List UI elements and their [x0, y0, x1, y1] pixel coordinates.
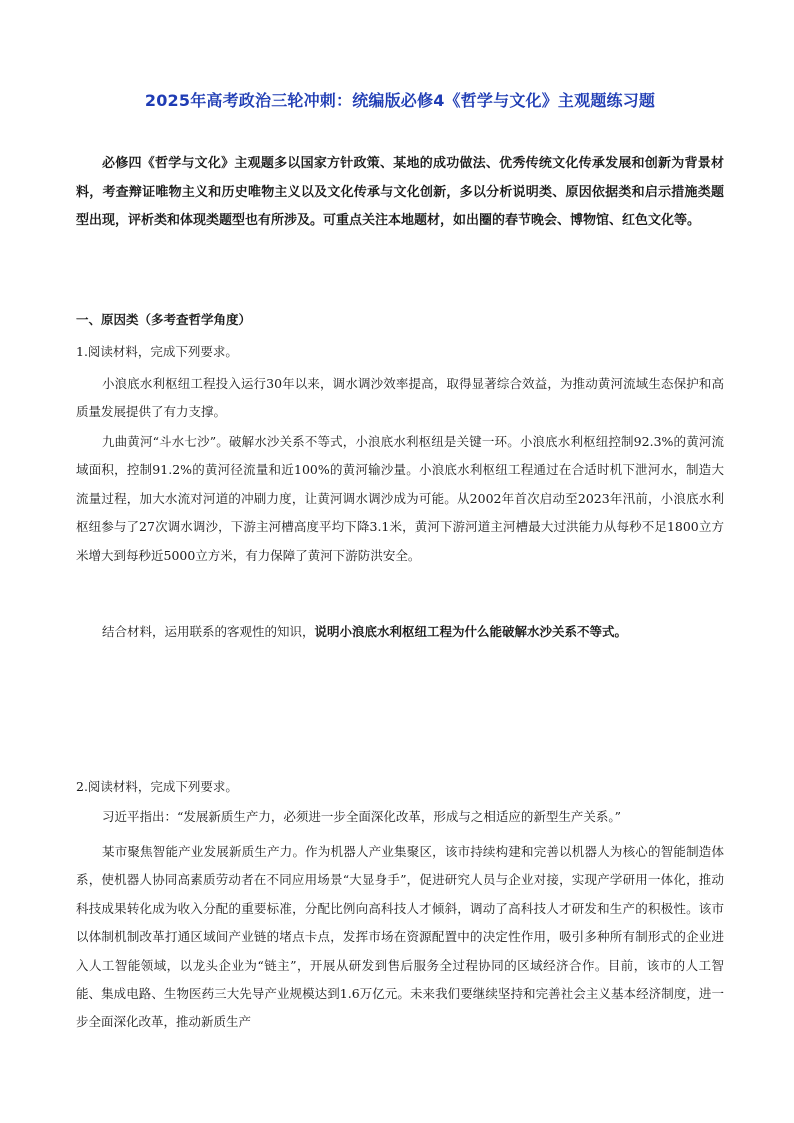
intro-paragraph: 必修四《哲学与文化》主观题多以国家方针政策、某地的成功做法、优秀传统文化传承发展和创新为背景材料，考查辩证唯物主义和历史唯物主义以及文化传承与文化创新，多以分析说明类、原因依据类和启示措施类题型出现，评析类和体现类题型也有所涉及。可重点关注本地题材，如出圈的春节晚会、博物馆、红色文化等。 — [76, 156, 724, 228]
question-1-prompt: 1.阅读材料，完成下列要求。 — [76, 344, 238, 359]
question-2-paragraph: 某市聚焦智能产业发展新质生产力。作为机器人产业集聚区，该市持续构建和完善以机器人为核心的智能制造体系，使机器人协同高素质劳动者在不同应用场景“大显身手”，促进研究人员与企业对接，实现产学研用一体化，推动科技成果转化成为收入分配的重要标准，分配比例向高科技人才倾斜，调动了高科技人才研发和生产的积极性。该市以体制机制改革打通区域间产业链的堵点卡点，发挥市场在资源配置中的决定性作用，吸引多种所有制形式的企业进入人工智能领域，以龙头企业为“链主”，开展从研发到售后服务全过程协同的区域经济合作。目前，该市的人工智能、集成电路、生物医药三大先导产业规模达到1.6万亿元。未来我们要继续坚持和完善社会主义基本经济制度，进一步全面深化改革，推动新质生产 — [76, 844, 724, 1030]
question-2-paragraph: 习近平指出：“发展新质生产力，必须进一步全面深化改革，形成与之相适应的新型生产关系。” — [102, 809, 622, 824]
question-1-task-question: 说明小浪底水利枢纽工程为什么能破解水沙关系不等式。 — [314, 624, 628, 639]
question-1-paragraph: 小浪底水利枢纽工程投入运行30年以来，调水调沙效率提高，取得显著综合效益，为推动黄河流域生态保护和高质量发展提供了有力支撑。 — [76, 376, 724, 420]
question-2-prompt: 2.阅读材料，完成下列要求。 — [76, 779, 238, 794]
question-1-paragraph: 九曲黄河“斗水七沙”。破解水沙关系不等式，小浪底水利枢纽是关键一环。小浪底水利枢纽控制92.3%的黄河流域面积，控制91.2%的黄河径流量和近100%的黄河输沙量。小浪底水利枢纽工程通过在合适时机下泄河水，制造大流量过程，加大水流对河道的冲刷力度，让黄河调水调沙成为可能。从2002年首次启动至2023年汛前，小浪底水利枢纽参与了27次调水调沙，下游主河槽高度平均下降3.1米，黄河下游河道主河槽最大过洪能力从每秒不足1800立方米增大到每秒近5000立方米，有力保障了黄河下游防洪安全。 — [76, 434, 724, 563]
page-title: 2025年高考政治三轮冲刺：统编版必修4《哲学与文化》主观题练习题 — [144, 91, 656, 110]
question-1-task — [76, 618, 724, 646]
question-1-task-lead: 结合材料，运用联系的客观性的知识， — [102, 624, 315, 639]
section-heading: 一、原因类（多考查哲学角度） — [76, 312, 252, 327]
